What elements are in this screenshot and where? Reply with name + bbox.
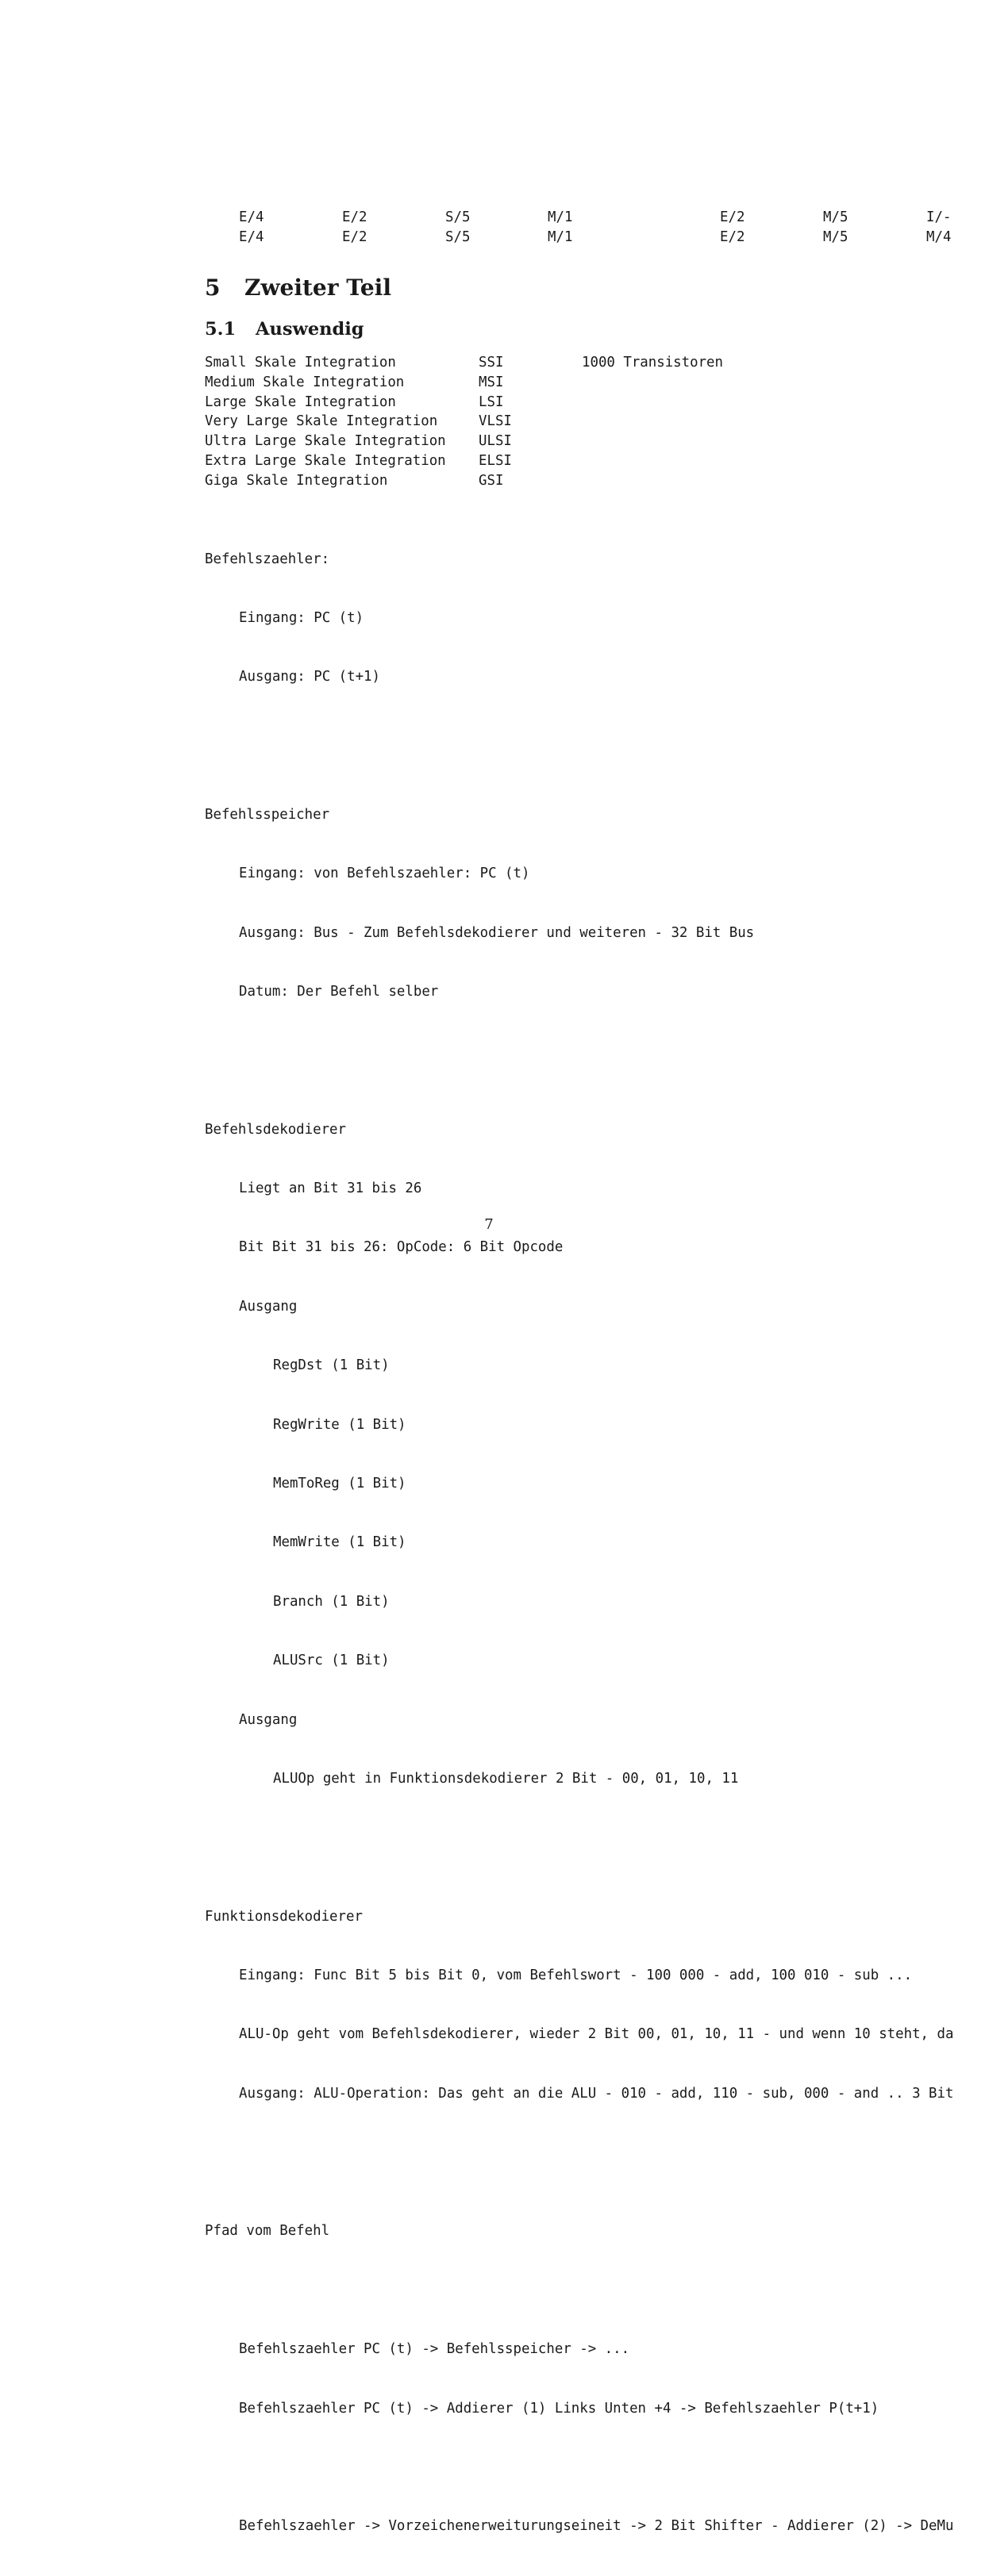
text-line: Ausgang: ALU-Operation: Das geht an die ALU - 010 - add, 110 - sub, 000 - and .. 3 Bit bbox=[239, 2085, 954, 2102]
table-cell: E/2 bbox=[720, 229, 745, 245]
integration-name: Very Large Skale Integration bbox=[205, 413, 438, 430]
integration-abbr: LSI bbox=[479, 394, 504, 410]
signal-line: ALUSrc (1 Bit) bbox=[273, 1653, 390, 1669]
integration-name: Ultra Large Skale Integration bbox=[205, 433, 446, 450]
subsection-number: 5.1 bbox=[205, 319, 237, 340]
integration-name: Small Skale Integration bbox=[205, 355, 396, 370]
integration-name: Medium Skale Integration bbox=[205, 374, 405, 390]
integration-name: Extra Large Skale Integration bbox=[205, 453, 446, 469]
text-line: Befehlszaehler -> Vorzeichenerweiturungseineit -> 2 Bit Shifter - Addierer (2) -> DeMu bbox=[239, 2518, 954, 2535]
integration-abbr: MSI bbox=[479, 374, 504, 390]
notes-body bbox=[205, 510, 985, 2576]
blank-line bbox=[205, 2281, 985, 2301]
integration-abbr: ELSI bbox=[479, 453, 512, 469]
integration-table bbox=[205, 353, 959, 496]
text-line: Liegt an Bit 31 bis 26 bbox=[239, 1181, 422, 1197]
integration-abbr: SSI bbox=[479, 355, 504, 370]
block-heading-befehlsdekodierer: Befehlsdekodierer bbox=[205, 1121, 346, 1138]
text-line: Befehlszaehler PC (t) -> Befehlsspeicher -> ... bbox=[239, 2341, 630, 2358]
signal-line: Branch (1 Bit) bbox=[273, 1593, 390, 1610]
top-table bbox=[0, 0, 985, 245]
table-cell: E/4 bbox=[239, 229, 264, 245]
blank-line bbox=[205, 1828, 985, 1848]
text-line: Ausgang bbox=[239, 1298, 298, 1315]
table-row bbox=[0, 208, 952, 228]
text-line: Bit Bit 31 bis 26: OpCode: 6 Bit Opcode bbox=[239, 1239, 564, 1256]
integration-note: 1000 Transistoren bbox=[582, 355, 723, 370]
table-row bbox=[0, 228, 952, 248]
table-cell: E/2 bbox=[342, 209, 367, 225]
table-row bbox=[205, 471, 959, 491]
section-title: Zweiter Teil bbox=[244, 274, 391, 301]
table-cell: E/2 bbox=[342, 229, 367, 245]
block-heading-befehlszaehler: Befehlszaehler: bbox=[205, 551, 330, 567]
table-cell: M/1 bbox=[548, 209, 573, 225]
integration-abbr: VLSI bbox=[479, 413, 512, 430]
table-cell: I/- bbox=[926, 209, 952, 225]
integration-name: Large Skale Integration bbox=[205, 394, 396, 410]
table-row bbox=[205, 373, 959, 393]
signal-line: RegWrite (1 Bit) bbox=[273, 1416, 406, 1433]
table-row bbox=[205, 353, 959, 373]
block-heading-befehlsspeicher: Befehlsspeicher bbox=[205, 806, 330, 823]
table-row bbox=[205, 432, 959, 451]
text-line: Datum: Der Befehl selber bbox=[239, 984, 439, 1000]
signal-line: RegDst (1 Bit) bbox=[273, 1357, 390, 1374]
text-line: Ausgang: Bus - Zum Befehlsdekodierer und weiteren - 32 Bit Bus bbox=[239, 924, 755, 941]
table-row bbox=[205, 412, 959, 432]
table-cell: S/5 bbox=[445, 209, 471, 225]
text-line: Ausgang bbox=[239, 1711, 298, 1728]
integration-abbr: GSI bbox=[479, 472, 504, 489]
text-line: ALUOp geht in Funktionsdekodierer 2 Bit - 00, 01, 10, 11 bbox=[273, 1771, 739, 1787]
signal-line: MemWrite (1 Bit) bbox=[273, 1534, 406, 1551]
subsection-heading bbox=[205, 317, 364, 341]
page-number: 7 bbox=[484, 1216, 494, 1233]
table-cell: E/2 bbox=[720, 209, 745, 225]
text-line: Befehlszaehler PC (t) -> Addierer (1) Links Unten +4 -> Befehlszaehler P(t+1) bbox=[239, 2400, 879, 2417]
text-line: ALU-Op geht vom Befehlsdekodierer, wieder 2 Bit 00, 01, 10, 11 - und wenn 10 steht, da bbox=[239, 2026, 954, 2043]
integration-name: Giga Skale Integration bbox=[205, 472, 388, 489]
table-cell: M/5 bbox=[823, 209, 848, 225]
table-cell: M/4 bbox=[926, 229, 952, 245]
blank-line bbox=[205, 727, 985, 747]
table-cell: S/5 bbox=[445, 229, 471, 245]
table-cell: E/4 bbox=[239, 209, 264, 225]
section-number: 5 bbox=[205, 274, 221, 301]
block-heading-funktionsdekodierer: Funktionsdekodierer bbox=[205, 1908, 363, 1925]
blank-line bbox=[205, 2143, 985, 2163]
table-row bbox=[205, 393, 959, 413]
text-line: Eingang: von Befehlszaehler: PC (t) bbox=[239, 866, 530, 882]
signal-line: MemToReg (1 Bit) bbox=[273, 1476, 406, 1492]
text-line: Eingang: PC (t) bbox=[239, 609, 364, 626]
table-cell: M/5 bbox=[823, 229, 848, 245]
section-heading bbox=[205, 274, 391, 302]
text-line: Eingang: Func Bit 5 bis Bit 0, vom Befehlswort - 100 000 - add, 100 010 - sub ... bbox=[239, 1967, 913, 1983]
block-heading-pfad: Pfad vom Befehl bbox=[205, 2223, 330, 2240]
blank-line bbox=[205, 1042, 985, 1061]
table-row bbox=[205, 451, 959, 471]
integration-abbr: ULSI bbox=[479, 433, 512, 450]
blank-line bbox=[205, 2458, 985, 2478]
subsection-title: Auswendig bbox=[256, 319, 364, 340]
text-line: Ausgang: PC (t+1) bbox=[239, 669, 380, 685]
table-cell: M/1 bbox=[548, 229, 573, 245]
